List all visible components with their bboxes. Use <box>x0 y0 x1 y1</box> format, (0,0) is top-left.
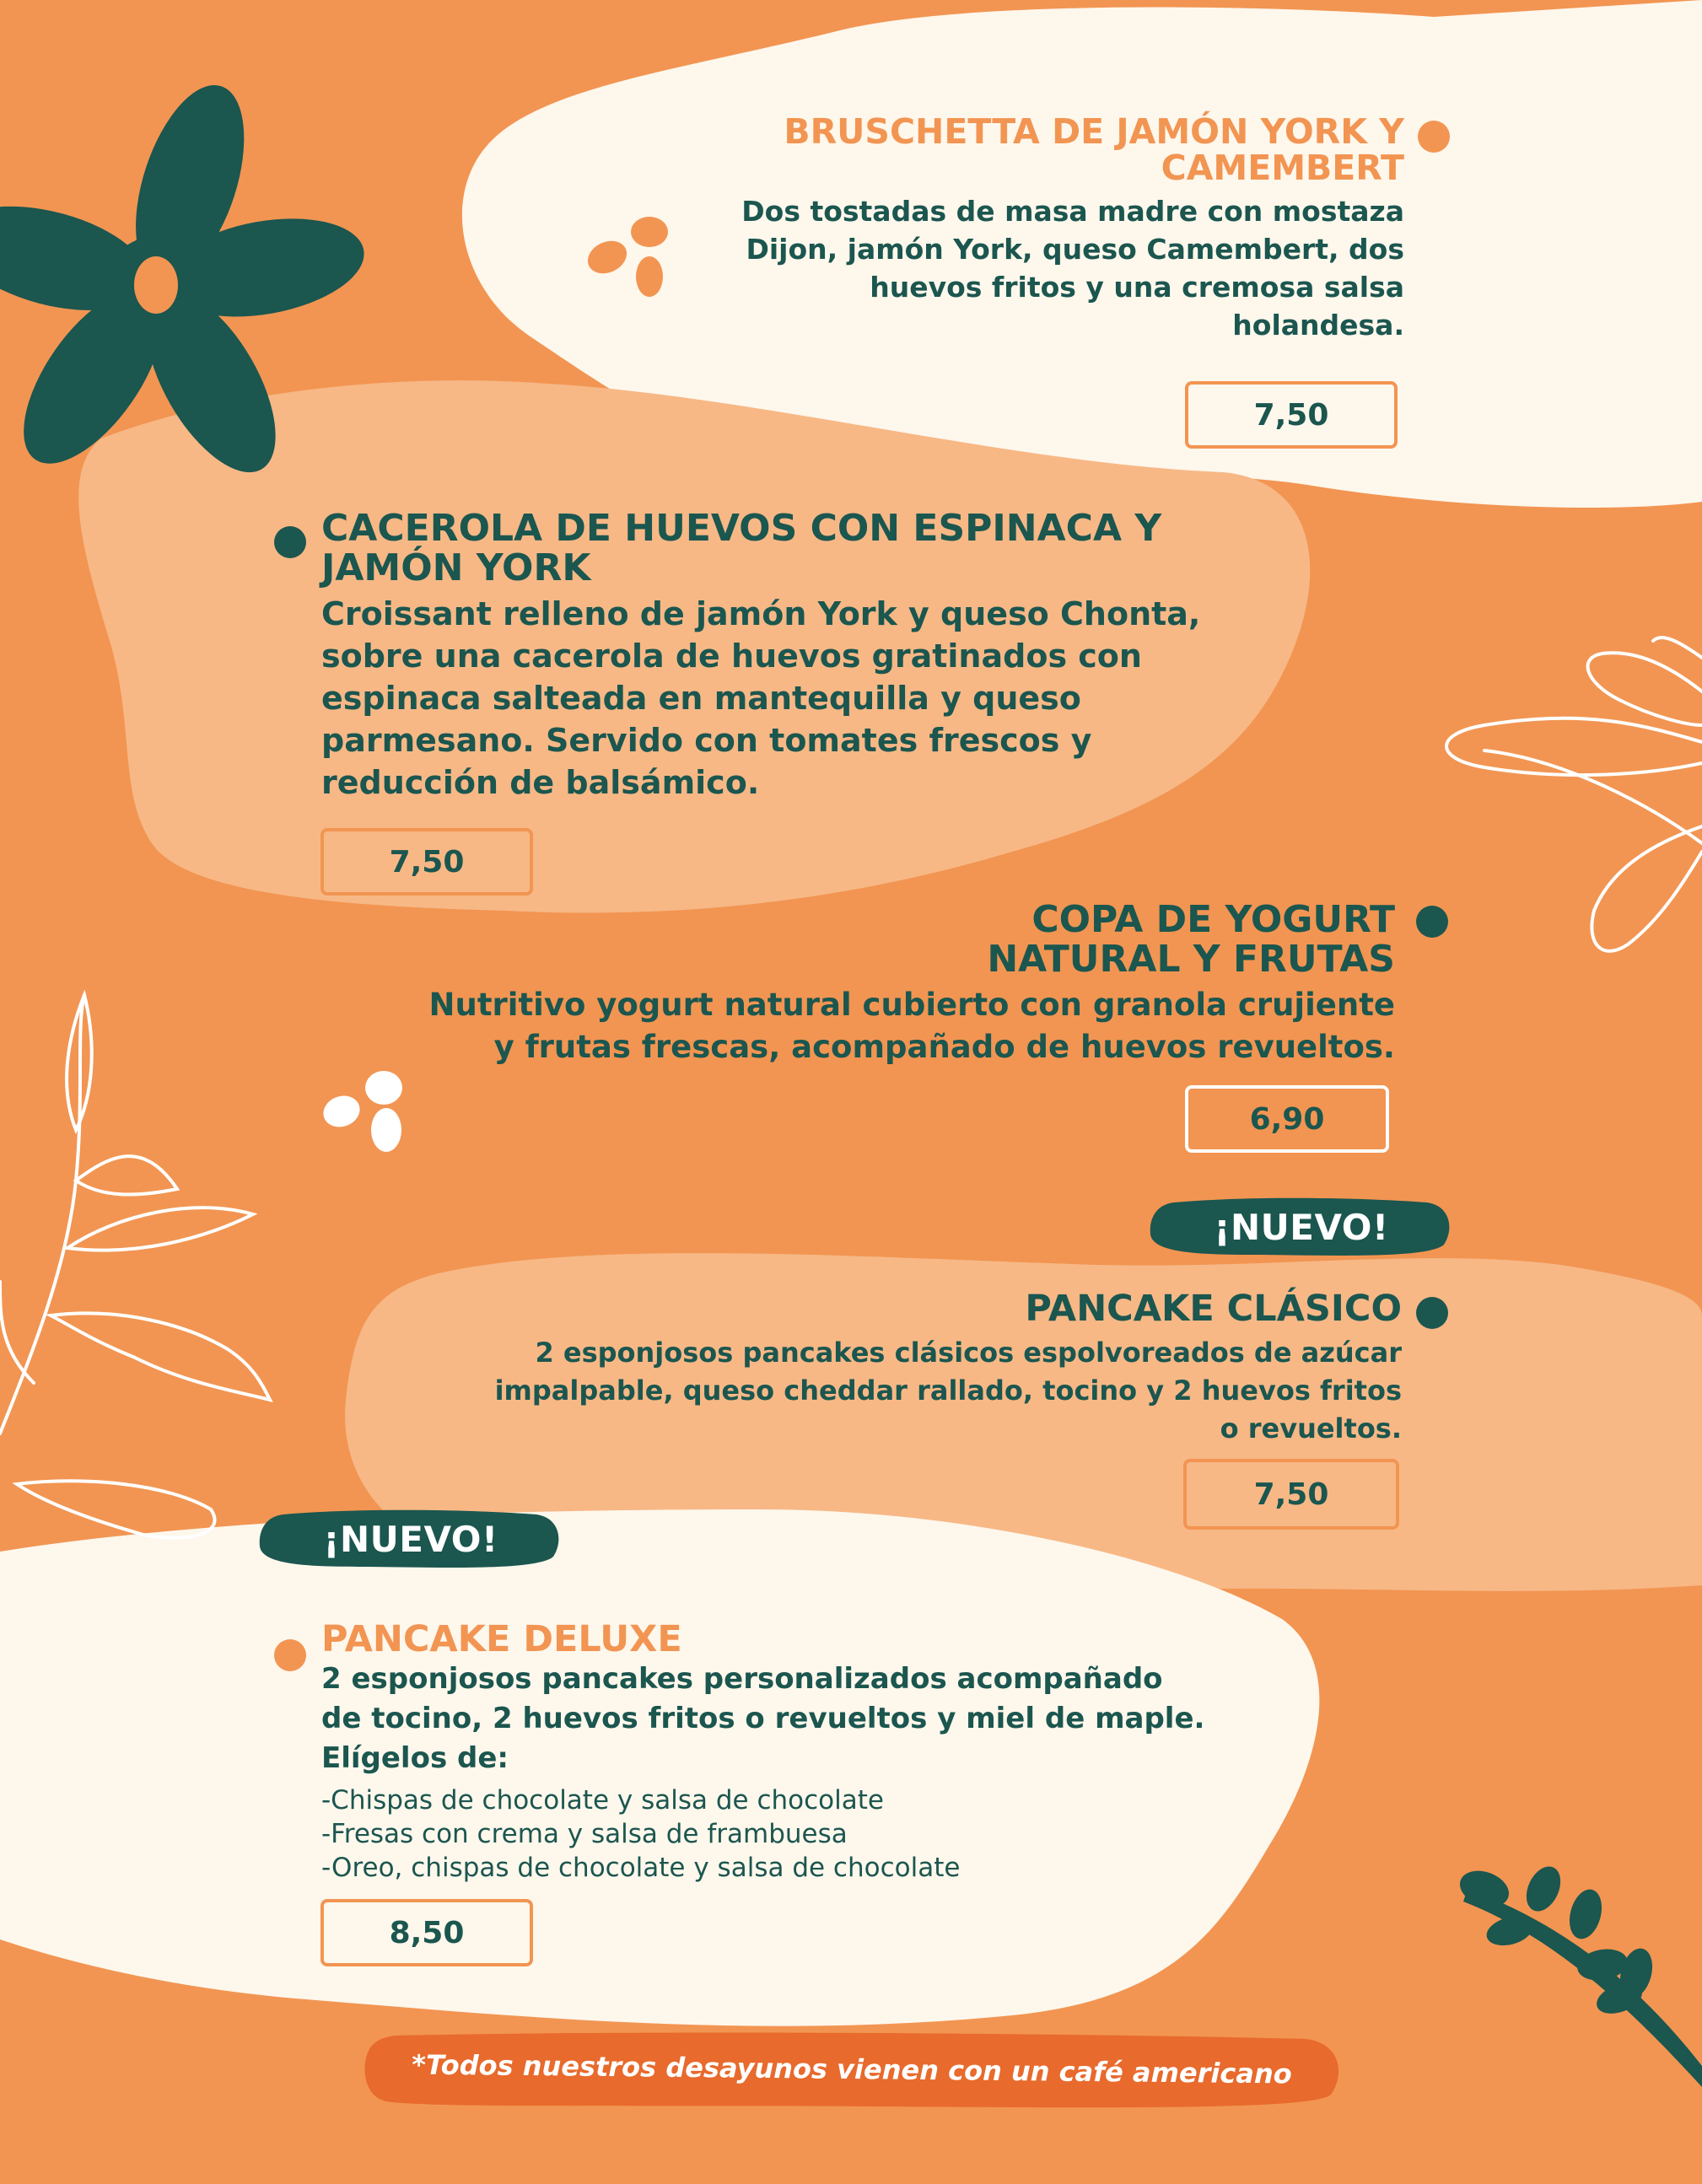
footer-text: *Todos nuestros desayunos vienen con un café americano <box>412 2048 1292 2090</box>
item-description: Nutritivo yogurt natural cubierto con granola crujiente y frutas frescas, acompañado de huevos revueltos. <box>428 987 1395 1066</box>
bullet-dot <box>274 526 306 558</box>
option-item: -Chispas de chocolate y salsa de chocolate <box>321 1784 884 1816</box>
leaf-outline-icon <box>1446 637 1702 951</box>
item-price: 6,90 <box>1249 1101 1325 1137</box>
item-price: 7,50 <box>389 844 465 880</box>
branch-icon <box>1455 1861 1702 2087</box>
price-box <box>320 828 533 896</box>
option-item: -Fresas con crema y salsa de frambuesa <box>321 1818 848 1849</box>
bullet-dot <box>1416 906 1448 938</box>
item-description: 2 esponjosos pancakes personalizados acompañado de tocino, 2 huevos fritos o revueltos y miel de maple. Elígelos de: <box>321 1661 1205 1775</box>
new-badge: ¡NUEVO! <box>1149 1196 1454 1258</box>
item-description: 2 esponjosos pancakes clásicos espolvoreados de azúcar impalpable, queso cheddar rallado, tocino y 2 huevos fritos o revueltos. <box>494 1336 1402 1444</box>
item-title: CACEROLA DE HUEVOS CON ESPINACA Y JAMÓN YORK <box>321 507 1162 589</box>
bullet-dot <box>1416 1297 1448 1329</box>
option-item: -Oreo, chispas de chocolate y salsa de chocolate <box>321 1852 961 1883</box>
item-description: Dos tostadas de masa madre con mostaza Dijon, jamón York, queso Camembert, dos huevos fritos y una cremosa salsa holandesa. <box>741 194 1404 342</box>
menu-item-copa-yogurt <box>354 898 1395 1068</box>
item-description: Croissant relleno de jamón York y queso Chonta, sobre una cacerola de huevos gratinados con espinaca salteada en mantequilla y queso parmesano. Servido con tomates frescos y reducción de balsámico. <box>321 595 1201 802</box>
item-title: PANCAKE DELUXE <box>321 1618 682 1660</box>
leaf-outline-icon-left <box>0 995 270 1538</box>
price-box <box>320 1899 533 1966</box>
menu-item-cacerola <box>321 509 1283 804</box>
seed-dots-icon-white <box>319 1071 402 1152</box>
new-badge: ¡NUEVO! <box>258 1508 563 1570</box>
item-price: 7,50 <box>1253 1477 1329 1512</box>
price-box <box>1183 1459 1399 1530</box>
footer-note <box>361 2031 1343 2108</box>
options-list <box>321 1783 1300 1885</box>
item-price: 8,50 <box>389 1915 465 1950</box>
price-box <box>1185 381 1398 449</box>
price-box <box>1185 1085 1389 1153</box>
item-price: 7,50 <box>1253 397 1329 433</box>
bullet-dot <box>274 1639 306 1671</box>
item-title: COPA DE YOGURT NATURAL Y FRUTAS <box>987 898 1395 981</box>
menu-item-pancake-clasico <box>371 1290 1402 1448</box>
menu-item-bruschetta <box>641 111 1404 344</box>
item-title: BRUSCHETTA DE JAMÓN YORK Y CAMEMBERT <box>784 111 1404 189</box>
menu-item-pancake-deluxe <box>321 1618 1300 1885</box>
item-title: PANCAKE CLÁSICO <box>1025 1288 1402 1330</box>
bullet-dot <box>1418 121 1450 153</box>
